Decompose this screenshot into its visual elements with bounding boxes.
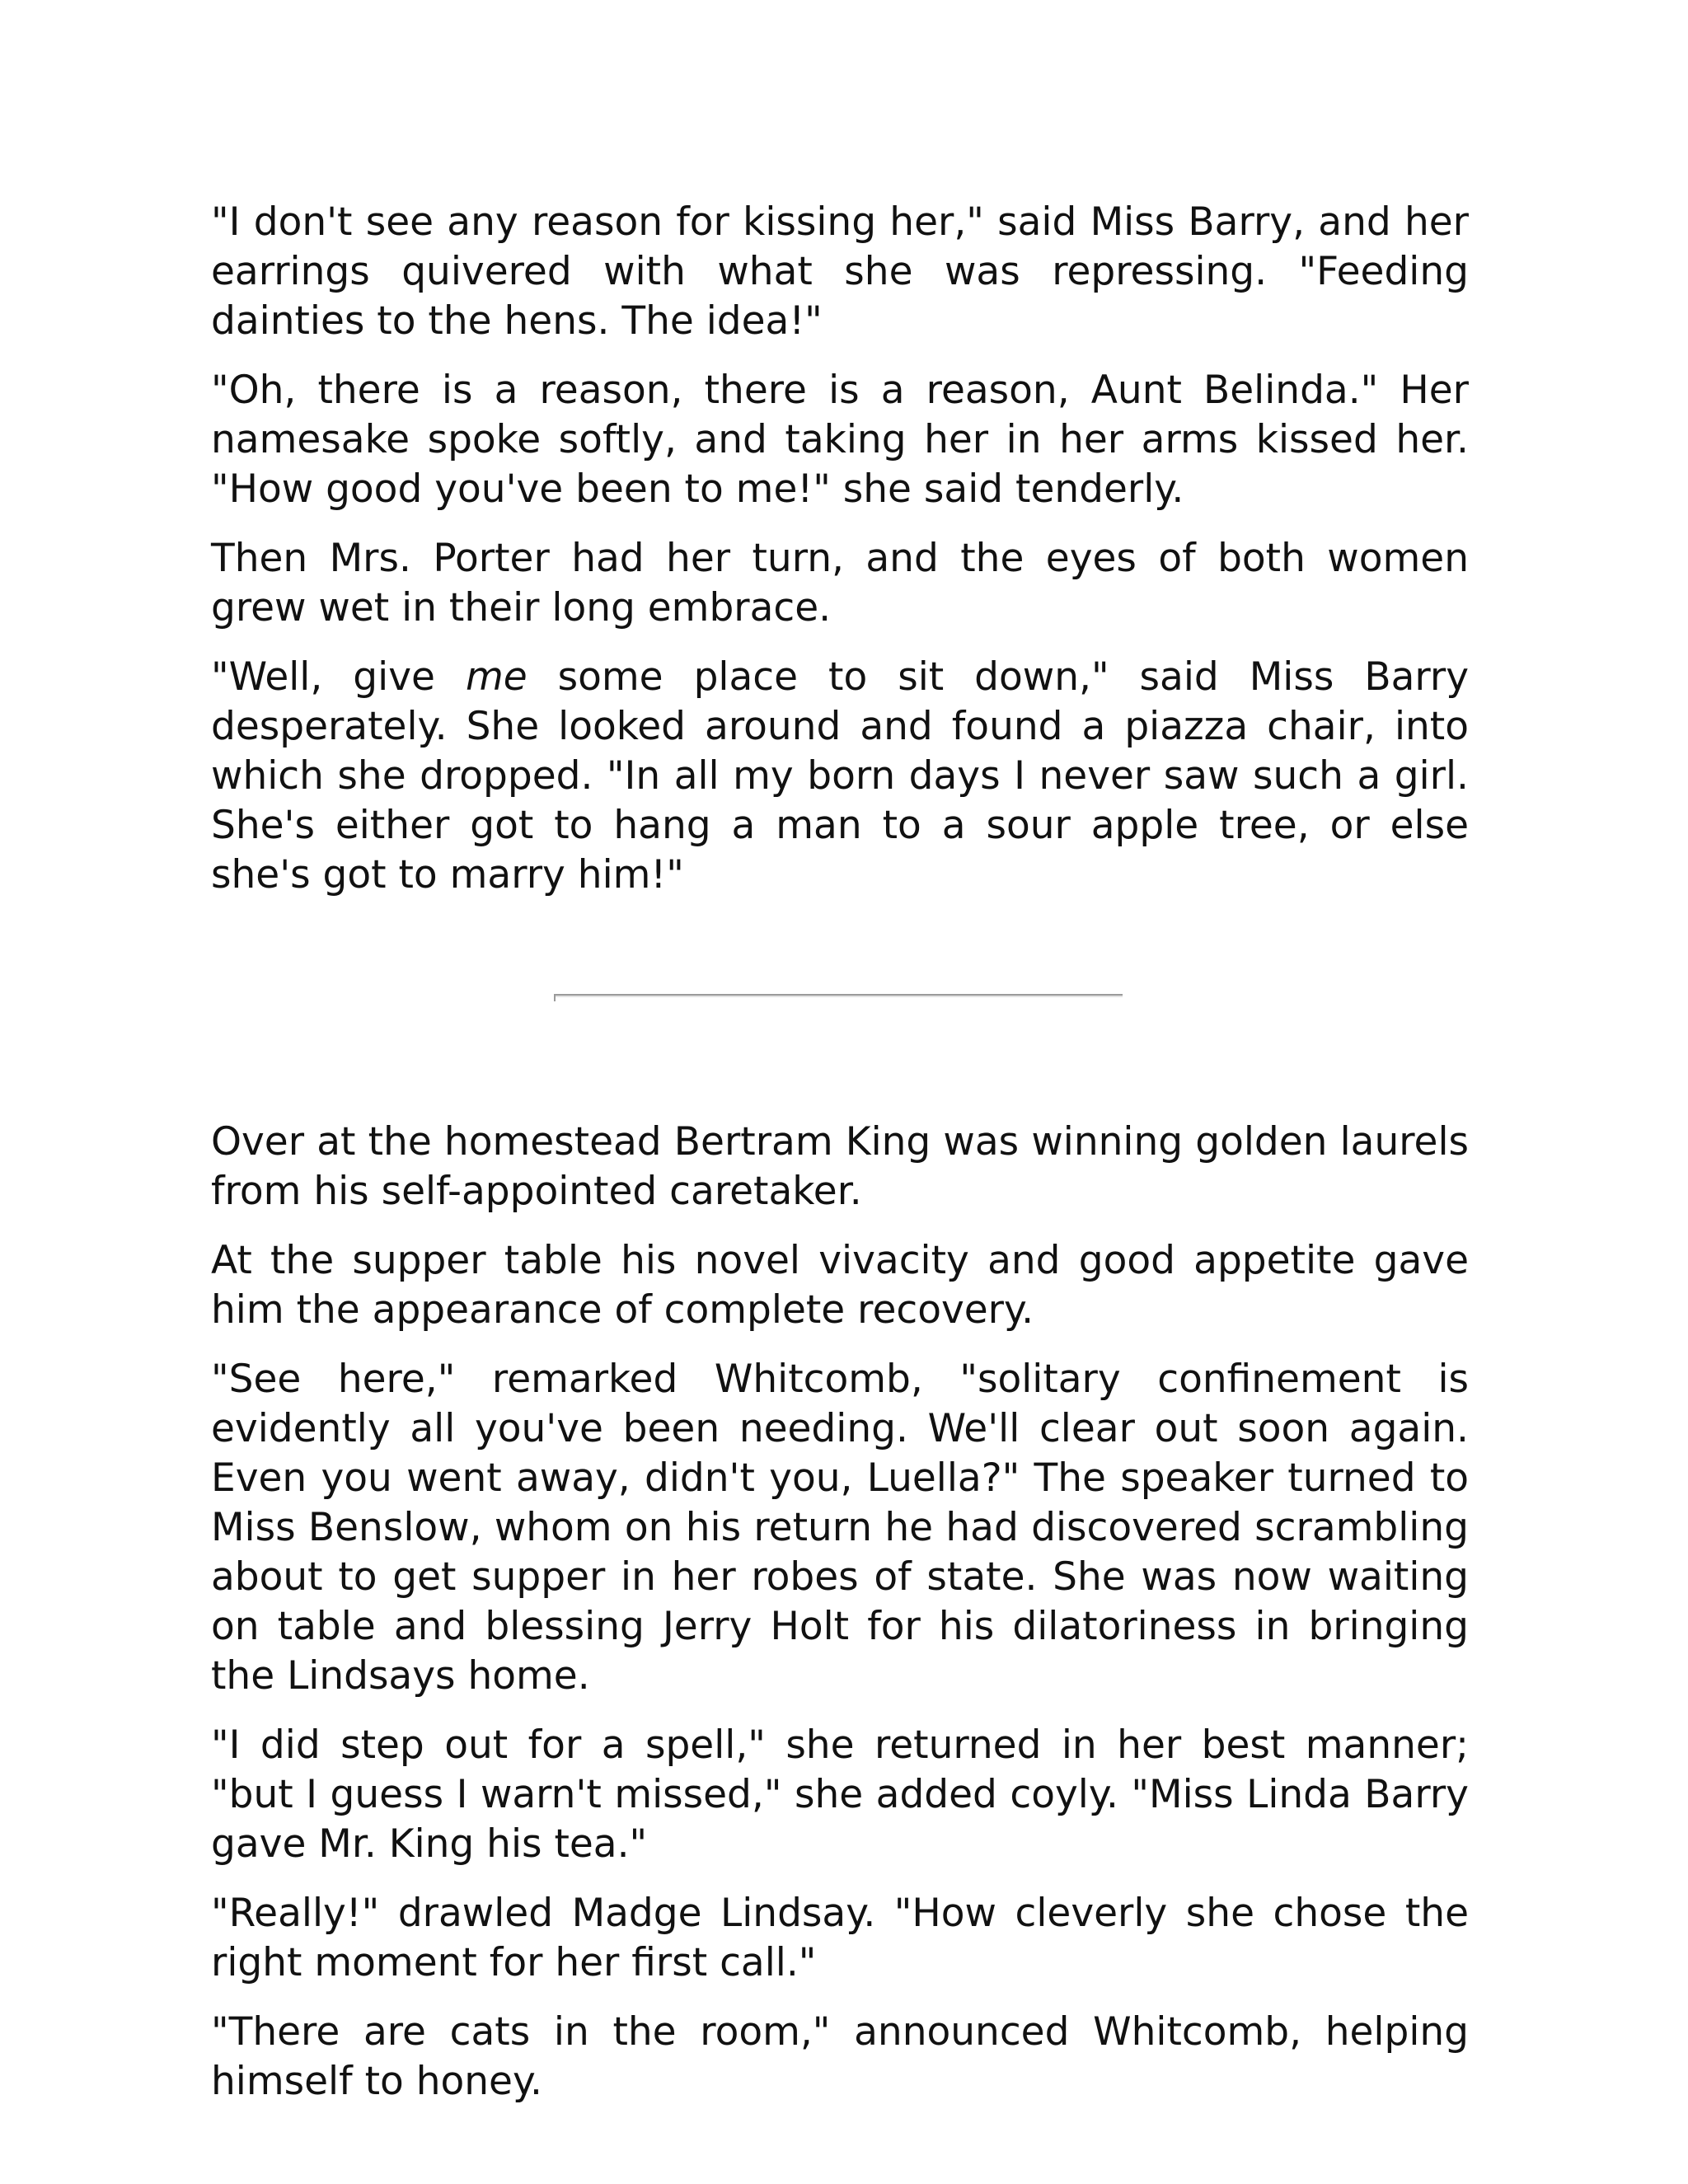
paragraph <box>211 653 1469 900</box>
paragraph-text: some place to sit down," said Miss Barry desperately. She looked around and found a piazza chair, into which she dropped. "In all my born days I never saw such a girl. She's either got to hang a man to a sour apple tree, or else she's got to marry him!" <box>211 654 1470 898</box>
emphasized-word: me <box>465 654 528 700</box>
book-page <box>211 198 1469 2126</box>
section-break <box>211 920 1469 1118</box>
paragraph: At the supper table his novel vivacity and good appetite gave him the appearance of complete recovery. <box>211 1238 1469 1333</box>
paragraph: "I don't see any reason for kissing her," said Miss Barry, and her earrings quivered with what she was repressing. "Feeding dainties to the hens. The idea!" <box>211 199 1469 344</box>
paragraph: "I did step out for a spell," she returned in her best manner; "but I guess I warn't missed," she added coyly. "Miss Linda Barry gave Mr. King his tea." <box>211 1722 1469 1867</box>
horizontal-rule <box>554 994 1123 997</box>
paragraph: Then Mrs. Porter had her turn, and the eyes of both women grew wet in their long embrace. <box>211 536 1469 630</box>
paragraph-text: "Well, give <box>211 654 466 700</box>
paragraph: "See here," remarked Whitcomb, "solitary confinement is evidently all you've been needing. We'll clear out soon again. Even you went away, didn't you, Luella?" The speaker turned to Miss Benslow, whom on his return he had discovered scrambling about to get supper in her robes of state. She was now waiting on table and blessing Jerry Holt for his dilatoriness in bringing the Lindsays home. <box>211 1357 1469 1699</box>
paragraph: "Really!" drawled Madge Lindsay. "How cleverly she chose the right moment for her first call." <box>211 1891 1469 1985</box>
paragraph: "Oh, there is a reason, there is a reason, Aunt Belinda." Her namesake spoke softly, and taking her in her arms kissed her. "How good you've been to me!" she said tenderly. <box>211 368 1469 512</box>
paragraph: Over at the homestead Bertram King was winning golden laurels from his self-appointed caretaker. <box>211 1119 1469 1214</box>
paragraph: "There are cats in the room," announced Whitcomb, helping himself to honey. <box>211 2009 1469 2104</box>
